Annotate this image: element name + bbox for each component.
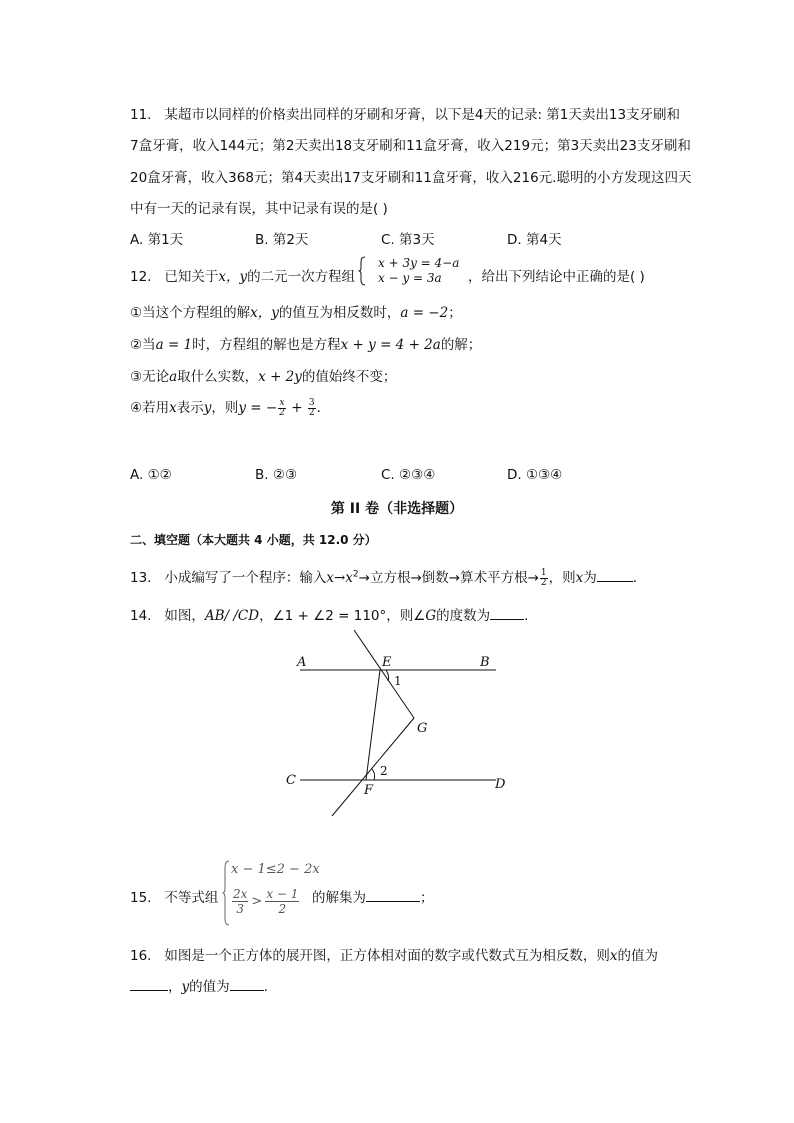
line-e-f bbox=[366, 670, 380, 780]
q15-number-text: 15. 不等式组 bbox=[130, 890, 219, 906]
q11-line4: 中有一天的记录有误，其中记录有误的是( ) bbox=[130, 201, 388, 217]
label-c: C bbox=[286, 773, 296, 788]
fraction: $\frac{x - 1}{2}$ bbox=[266, 887, 299, 916]
fraction: $\frac{3}{2}$ bbox=[308, 397, 315, 418]
answer-blank[interactable] bbox=[366, 889, 420, 902]
q12-statement-2: ②当a = 1时，方程组的解也是方程x + y = 4 + 2a的解； bbox=[130, 337, 482, 353]
q11-option-c: C. 第3天 bbox=[381, 232, 435, 248]
q12-statement-4: ④若用x表示y，则y = − $\frac{x}{2}$ + $\frac{3}{2}$ . bbox=[130, 397, 321, 418]
question-number: 16. bbox=[130, 948, 152, 964]
answer-blank[interactable] bbox=[490, 607, 524, 620]
brace-icon bbox=[222, 860, 230, 926]
q12-option-b: B. ②③ bbox=[255, 467, 298, 483]
label-e: E bbox=[382, 655, 392, 670]
line-g-f-extended bbox=[332, 718, 414, 816]
q12-equation-1: x + 3y = 4−a bbox=[378, 256, 460, 270]
q12-option-c: C. ②③④ bbox=[381, 467, 436, 483]
q11-option-d: D. 第4天 bbox=[507, 232, 562, 248]
q16-line1: 16. 如图是一个正方体的展开图，正方体相对面的数字或代数式互为相反数，则x的值为 bbox=[130, 948, 658, 964]
fraction: $\frac{2x}{3}$ bbox=[233, 887, 248, 916]
q15-inequality-2: $\frac{2x}{3}$ > $\frac{x - 1}{2}$ bbox=[233, 887, 299, 916]
question-number: 14. bbox=[130, 608, 152, 624]
answer-blank-y[interactable] bbox=[230, 978, 264, 991]
question-number: 11. bbox=[130, 107, 152, 123]
label-g: G bbox=[417, 721, 428, 736]
fraction: $\frac{x}{2}$ bbox=[279, 397, 285, 418]
label-angle-2: 2 bbox=[380, 764, 388, 778]
q12-statement-1: ①当这个方程组的解x，y的值互为相反数时，a = −2； bbox=[130, 305, 462, 321]
section-heading: 二、填空题（本大题共 4 小题，共 12.0 分） bbox=[130, 533, 377, 547]
q11-text: 某超市以同样的价格卖出同样的牙刷和牙膏，以下是4天的记录: 第1天卖出13支牙刷和 bbox=[164, 107, 681, 123]
label-d: D bbox=[495, 777, 506, 792]
question-number: 13. bbox=[130, 570, 152, 586]
question-number: 12. bbox=[130, 269, 152, 285]
q15-inequality-1: x − 1≤2 − 2x bbox=[231, 862, 320, 877]
q13-stem: 13. 小成编写了一个程序：输入$x\to x^2\to$立方根→倒数→算术平方根→ $\frac{1}{2}$ ，则x为 . bbox=[130, 567, 638, 588]
line-e-g bbox=[354, 630, 414, 718]
q12-equation-2: x − y = 3a bbox=[378, 271, 442, 285]
q12-option-d: D. ①③④ bbox=[507, 467, 563, 483]
answer-blank-x[interactable] bbox=[130, 978, 168, 991]
q11-line2: 7盒牙膏，收入144元；第2天卖出18支牙刷和11盒牙膏，收入219元；第3天卖出23支牙刷和 bbox=[130, 138, 691, 154]
q14-stem: 14. 如图，AB/ /CD，∠1 + ∠2 = 110°，则∠G的度数为 . bbox=[130, 608, 529, 624]
label-angle-1: 1 bbox=[394, 674, 402, 688]
brace-icon bbox=[358, 256, 366, 286]
q12-stem-tail: ，给出下列结论中正确的是( ) bbox=[468, 269, 645, 285]
label-b: B bbox=[480, 655, 490, 670]
q11-line3: 20盒牙膏，收入368元；第4天卖出17支牙刷和11盒牙膏，收入216元.聪明的小方发现这四天 bbox=[130, 170, 692, 186]
q12-option-a: A. ①② bbox=[130, 467, 172, 483]
q16-line2: ，y的值为 . bbox=[130, 975, 268, 995]
geometry-figure bbox=[280, 628, 520, 818]
part-title: 第 II 卷（非选择题） bbox=[330, 501, 464, 517]
q11-option-b: B. 第2天 bbox=[255, 232, 309, 248]
fraction: $\frac{1}{2}$ bbox=[540, 567, 547, 588]
q12-statement-3: ③无论a取什么实数，x + 2y的值始终不变； bbox=[130, 369, 397, 385]
q11-option-a: A. 第1天 bbox=[130, 232, 184, 248]
q11-line1 bbox=[130, 103, 680, 123]
label-a: A bbox=[297, 655, 307, 670]
label-f: F bbox=[364, 783, 374, 798]
q15-tail: 的解集为 ； bbox=[312, 890, 434, 906]
question-number: 15. bbox=[130, 890, 152, 906]
answer-blank[interactable] bbox=[597, 569, 633, 582]
q12-stem: 12. 已知关于x，y的二元一次方程组 bbox=[130, 269, 356, 285]
